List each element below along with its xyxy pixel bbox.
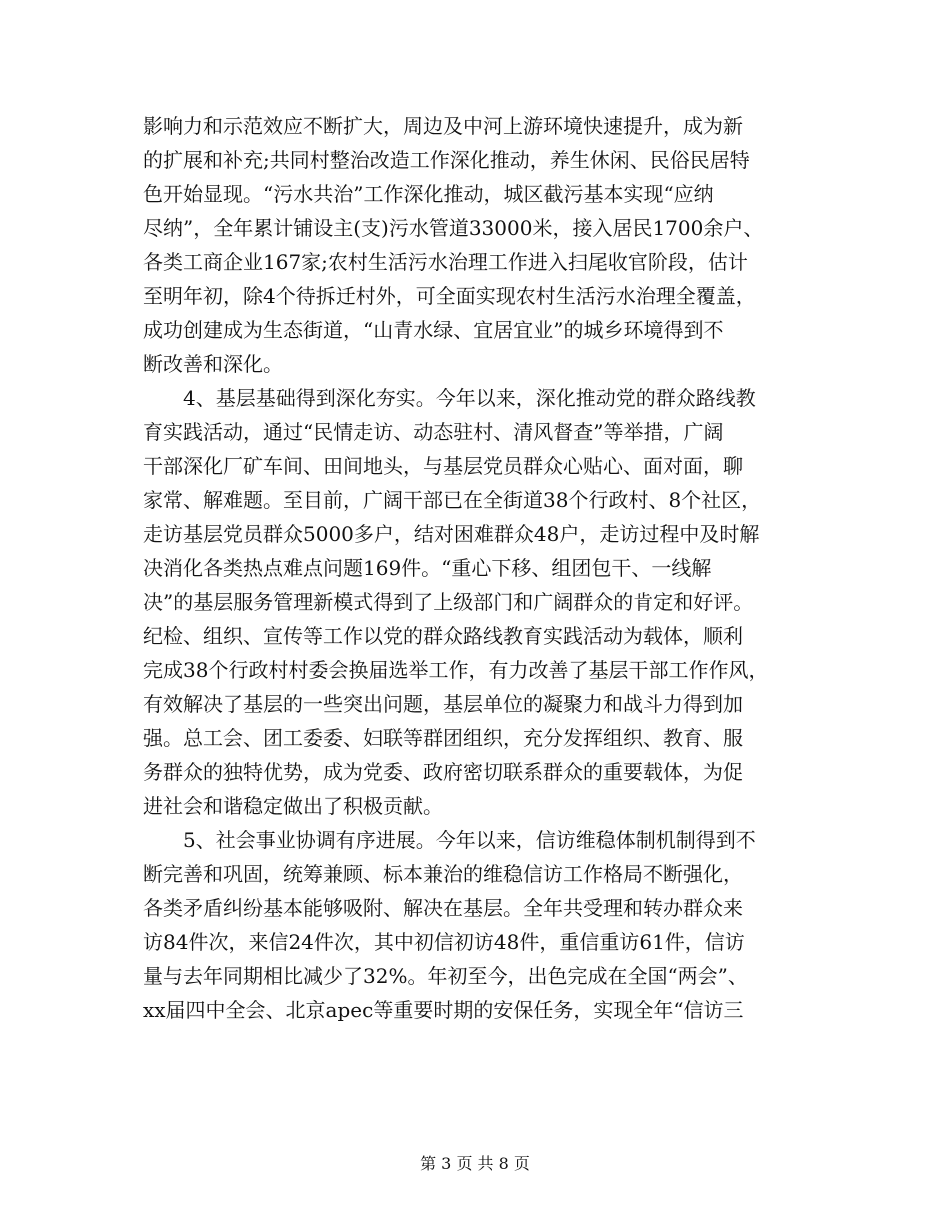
text-line: 强。总工会、团工委委、妇联等群团组织，充分发挥组织、教育、服	[143, 726, 743, 750]
text-line: 完成38个行政村村委会换届选举工作，有力改善了基层干部工作作风，	[143, 658, 769, 682]
paragraph-start-line: 4、基层基础得到深化夯实。今年以来，深化推动党的群众路线教	[143, 386, 756, 410]
text-line: xx届四中全会、北京apec等重要时期的安保任务，实现全年“信访三	[143, 998, 744, 1022]
text-line: 各类工商企业167家;农村生活污水治理工作进入扫尾收官阶段，估计	[143, 250, 748, 274]
text-line: 干部深化厂矿车间、田间地头，与基层党员群众心贴心、面对面，聊	[143, 454, 743, 478]
text-line: 家常、解难题。至目前，广阔干部已在全街道38个行政村、8个社区，	[143, 488, 762, 512]
text-line: 至明年初，除4个待拆迁村外，可全面实现农村生活污水治理全覆盖，	[143, 284, 756, 308]
page-number-footer: 第 3 页 共 8 页	[420, 1154, 530, 1173]
text-line: 务群众的独特优势，成为党委、政府密切联系群众的重要载体，为促	[143, 760, 743, 784]
text-line: 量与去年同期相比减少了32%。年初至今，出色完成在全国“两会”、	[143, 964, 748, 988]
text-line: 各类矛盾纠纷基本能够吸附、解决在基层。全年共受理和转办群众来	[143, 896, 743, 920]
text-line: 决”的基层服务管理新模式得到了上级部门和广阔群众的肯定和好评。	[143, 590, 754, 614]
text-line: 访84件次，来信24件次，其中初信初访48件，重信重访61件，信访	[143, 930, 745, 954]
text-line: 育实践活动，通过“民情走访、动态驻村、清风督查”等举措，广阔	[143, 420, 724, 444]
text-line: 进社会和谐稳定做出了积极贡献。	[143, 794, 443, 818]
text-line: 色开始显现。“污水共治”工作深化推动，城区截污基本实现“应纳	[143, 182, 714, 206]
text-line: 成功创建成为生态街道，“山青水绿、宜居宜业”的城乡环境得到不	[143, 318, 724, 342]
text-line: 的扩展和补充;共同村整治改造工作深化推动，养生休闲、民俗民居特	[143, 148, 750, 172]
paragraph-start-line: 5、社会事业协调有序进展。今年以来，信访维稳体制机制得到不	[143, 828, 756, 852]
text-line: 决消化各类热点难点问题169件。“重心下移、组团包干、一线解	[143, 556, 712, 580]
text-line: 有效解决了基层的一些突出问题，基层单位的凝聚力和战斗力得到加	[143, 692, 743, 716]
text-line: 走访基层党员群众5000多户，结对困难群众48户，走访过程中及时解	[143, 522, 760, 546]
text-line: 断完善和巩固，统筹兼顾、标本兼治的维稳信访工作格局不断强化，	[143, 862, 743, 886]
text-line: 尽纳”，全年累计铺设主(支)污水管道33000米，接入居民1700余户、	[143, 216, 764, 240]
text-line: 纪检、组织、宣传等工作以党的群众路线教育实践活动为载体，顺利	[143, 624, 743, 648]
text-line: 断改善和深化。	[143, 352, 283, 376]
text-line: 影响力和示范效应不断扩大，周边及中河上游环境快速提升，成为新	[143, 114, 743, 138]
